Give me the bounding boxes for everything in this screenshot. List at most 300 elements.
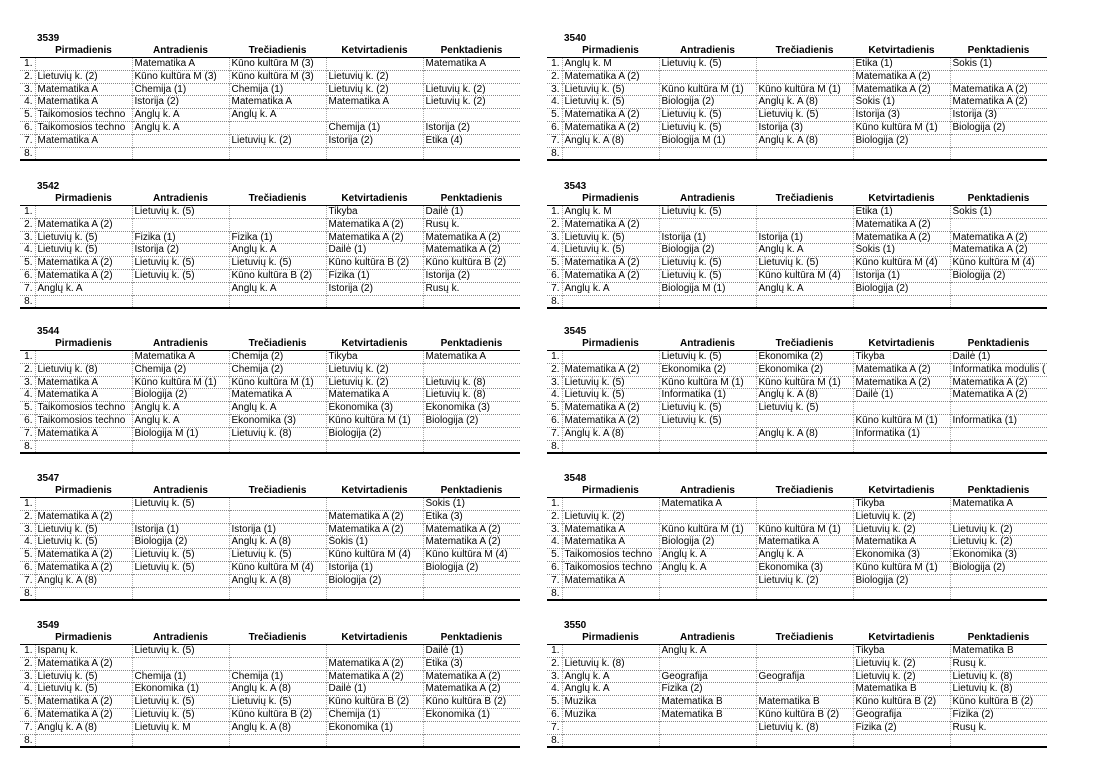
lesson-cell: Ekonomika (1)	[326, 721, 423, 734]
lesson-cell: Šokis (1)	[326, 536, 423, 549]
day-header: Ketvirtadienis	[868, 45, 935, 56]
lesson-cell: Ekonomika (3)	[425, 402, 490, 414]
lesson-number: 5.	[20, 549, 35, 562]
lesson-cell: Anglų k. A	[562, 282, 659, 295]
day-header: Pirmadienis	[55, 485, 112, 496]
lesson-cell: Rusų k.	[425, 282, 460, 294]
lesson-cell: Kūno kultūra M (1)	[756, 83, 853, 96]
class-id: 3550	[564, 620, 587, 631]
lesson-number: 1.	[547, 351, 562, 364]
lesson-cell: Lietuvių k. M	[132, 721, 229, 734]
lesson-cell: Anglų k. M	[562, 206, 659, 219]
lesson-cell: Dailė (1)	[952, 351, 991, 362]
lesson-cell: Biologija M (1)	[659, 282, 756, 295]
lesson-cell: Kūno kultūra B (2)	[229, 708, 326, 721]
lesson-cell: Lietuvių k. (5)	[132, 206, 229, 219]
lesson-cell	[756, 70, 853, 83]
lesson-cell	[132, 510, 229, 523]
lesson-cell	[326, 645, 423, 658]
lesson-cell: Geografija	[853, 708, 950, 721]
lesson-cell	[756, 683, 853, 696]
lesson-row	[547, 402, 1047, 415]
lesson-cell	[756, 218, 853, 231]
lesson-cell: Matematika A (2)	[35, 510, 132, 523]
lesson-number: 4.	[547, 536, 562, 549]
lesson-cell: Ekonomika (3)	[756, 561, 853, 574]
lesson-cell: Matematika A	[229, 389, 326, 402]
lesson-number: 8.	[547, 147, 562, 160]
lesson-cell: Matematika B	[756, 696, 853, 709]
day-header: Trečiadienis	[775, 632, 834, 643]
lesson-cell: Matematika A	[35, 96, 132, 109]
lesson-cell: Lietuvių k. (5)	[132, 269, 229, 282]
lesson-cell: Matematika A	[132, 58, 229, 71]
lesson-cell: Matematika A (2)	[853, 70, 950, 83]
lesson-cell	[950, 427, 1047, 440]
lesson-cell: Matematika A (2)	[35, 657, 132, 670]
lesson-number: 2.	[20, 657, 35, 670]
lesson-cell: Biologija (2)	[132, 389, 229, 402]
class-timetable	[20, 620, 520, 748]
day-header: Trečiadienis	[248, 193, 307, 204]
class-id: 3548	[564, 473, 587, 484]
lesson-cell	[853, 440, 950, 453]
lesson-cell: Matematika A	[425, 351, 487, 362]
lesson-cell: Kūno kultūra M (1)	[132, 376, 229, 389]
lesson-cell: Kūno kultūra M (1)	[853, 121, 950, 134]
lesson-number-header	[20, 485, 35, 498]
lesson-cell: Anglų k. A	[229, 244, 326, 257]
lesson-cell	[659, 147, 756, 160]
day-header: Pirmadienis	[582, 485, 639, 496]
lesson-cell: Istorija (2)	[425, 121, 470, 133]
lesson-cell: Dailė (1)	[425, 206, 464, 217]
lesson-cell: Istorija (2)	[326, 282, 423, 295]
lesson-row	[20, 257, 520, 270]
lesson-row	[20, 295, 520, 308]
lesson-number: 8.	[20, 734, 35, 747]
lesson-number: 1.	[20, 645, 35, 658]
lesson-cell: Matematika A (2)	[562, 363, 659, 376]
header-row	[547, 632, 1047, 645]
lesson-row	[20, 696, 520, 709]
lesson-cell: Matematika A (2)	[853, 218, 950, 231]
lesson-cell	[132, 282, 229, 295]
lesson-cell	[35, 147, 132, 160]
lesson-cell: Matematika A (2)	[35, 257, 132, 270]
header-row	[547, 338, 1047, 351]
lesson-cell: Ekonomika (2)	[659, 363, 756, 376]
lesson-cell: Anglų k. A	[562, 670, 659, 683]
lesson-cell	[132, 587, 229, 600]
lesson-cell: Lietuvių k. (2)	[326, 376, 423, 389]
lesson-cell: Taikomosios techno	[35, 109, 132, 122]
lesson-number: 3.	[547, 231, 562, 244]
lesson-number: 5.	[20, 696, 35, 709]
lesson-cell: Ekonomika (3)	[952, 549, 1017, 561]
lesson-cell	[326, 498, 423, 511]
lesson-cell	[229, 147, 326, 160]
lesson-number: 3.	[20, 83, 35, 96]
lesson-cell: Istorija (3)	[952, 109, 997, 121]
lesson-row	[547, 427, 1047, 440]
lesson-cell: Lietuvių k. (2)	[952, 536, 1013, 548]
lesson-cell: Lietuvių k. (5)	[756, 402, 853, 415]
lesson-row	[20, 549, 520, 562]
lesson-row	[547, 414, 1047, 427]
lesson-cell: Matematika A	[229, 96, 326, 109]
lesson-cell	[326, 147, 423, 160]
lesson-number: 7.	[547, 427, 562, 440]
timetable-grid	[20, 485, 520, 601]
lesson-cell: Istorija (1)	[659, 231, 756, 244]
lesson-cell: Anglų k. A (8)	[35, 574, 132, 587]
lesson-cell	[229, 734, 326, 747]
lesson-cell	[659, 70, 756, 83]
lesson-cell	[423, 70, 520, 83]
lesson-number: 7.	[547, 721, 562, 734]
lesson-cell: Lietuvių k. (5)	[35, 536, 132, 549]
lesson-row	[20, 376, 520, 389]
lesson-cell: Biologija (2)	[326, 574, 423, 587]
lesson-cell: Lietuvių k. (5)	[132, 645, 229, 658]
lesson-number: 4.	[20, 683, 35, 696]
lesson-cell: Ekonomika (3)	[326, 402, 423, 415]
lesson-cell: Chemija (1)	[326, 708, 423, 721]
lesson-cell	[659, 427, 756, 440]
lesson-cell: Istorija (3)	[853, 109, 950, 122]
header-row	[547, 193, 1047, 206]
lesson-cell: Lietuvių k. (5)	[132, 498, 229, 511]
lesson-cell: Etika (4)	[425, 134, 463, 146]
lesson-number: 5.	[547, 402, 562, 415]
lesson-row	[20, 734, 520, 747]
lesson-cell	[423, 109, 520, 122]
lesson-cell: Fizika (2)	[659, 683, 756, 696]
class-id: 3549	[37, 620, 60, 631]
lesson-row	[547, 734, 1047, 747]
lesson-row	[20, 282, 520, 295]
lesson-cell	[756, 657, 853, 670]
lesson-cell: Matematika A (2)	[326, 231, 423, 244]
day-header: Ketvirtadienis	[341, 193, 408, 204]
lesson-cell: Lietuvių k. (5)	[659, 414, 756, 427]
lesson-cell: Anglų k. A	[229, 282, 326, 295]
lesson-cell: Anglų k. A	[659, 549, 756, 562]
lesson-cell	[756, 295, 853, 308]
lesson-cell: Istorija (3)	[756, 121, 853, 134]
lesson-cell: Lietuvių k. (5)	[659, 109, 756, 122]
lesson-row	[20, 645, 520, 658]
day-header: Ketvirtadienis	[341, 338, 408, 349]
lesson-cell: Anglų k. A	[229, 402, 326, 415]
lesson-cell: Lietuvių k. (2)	[756, 574, 853, 587]
lesson-row	[547, 645, 1047, 658]
lesson-cell: Matematika A	[326, 389, 423, 402]
lesson-cell: Šokis (1)	[853, 244, 950, 257]
lesson-cell	[562, 645, 659, 658]
day-header: Penktadienis	[967, 485, 1030, 496]
lesson-cell: Anglų k. A	[562, 683, 659, 696]
lesson-cell: Biologija (2)	[952, 561, 1006, 573]
lesson-cell	[659, 657, 756, 670]
lesson-number: 8.	[547, 734, 562, 747]
lesson-cell	[659, 574, 756, 587]
day-header: Penktadienis	[967, 45, 1030, 56]
lesson-cell: Lietuvių k. (8)	[425, 389, 486, 401]
lesson-cell	[132, 440, 229, 453]
lesson-number: 3.	[20, 670, 35, 683]
lesson-cell	[950, 70, 1047, 83]
lesson-cell	[229, 510, 326, 523]
lesson-cell	[35, 351, 132, 364]
lesson-cell	[659, 218, 756, 231]
lesson-cell: Anglų k. A	[132, 109, 229, 122]
lesson-number: 8.	[547, 440, 562, 453]
lesson-cell: Informatika (1)	[659, 389, 756, 402]
lesson-cell: Lietuvių k. (2)	[425, 96, 486, 108]
day-header: Ketvirtadienis	[341, 45, 408, 56]
lesson-cell: Taikomosios techno	[562, 561, 659, 574]
lesson-row	[547, 510, 1047, 523]
lesson-cell	[423, 734, 520, 747]
lesson-cell: Matematika A (2)	[562, 269, 659, 282]
lesson-cell: Lietuvių k. (5)	[229, 257, 326, 270]
lesson-row	[20, 121, 520, 134]
lesson-cell: Tikyba	[853, 351, 950, 364]
lesson-number: 1.	[20, 498, 35, 511]
lesson-cell: Lietuvių k. (2)	[425, 83, 486, 95]
lesson-cell: Lietuvių k. (2)	[853, 670, 950, 683]
lesson-number: 6.	[20, 708, 35, 721]
lesson-cell: Matematika A (2)	[326, 218, 423, 231]
lesson-row	[20, 498, 520, 511]
lesson-cell: Tikyba	[853, 498, 950, 511]
lesson-cell: Etika (3)	[425, 510, 463, 522]
lesson-cell	[35, 58, 132, 71]
lesson-cell: Matematika A	[562, 536, 659, 549]
lesson-cell: Chemija (2)	[229, 363, 326, 376]
lesson-number: 1.	[20, 351, 35, 364]
class-timetable	[547, 473, 1047, 601]
lesson-cell: Matematika A (2)	[326, 670, 423, 683]
lesson-cell: Fizika (1)	[229, 231, 326, 244]
lesson-cell	[950, 440, 1047, 453]
lesson-row	[20, 536, 520, 549]
lesson-cell: Matematika A	[35, 389, 132, 402]
lesson-cell: Kūno kultūra M (4)	[853, 257, 950, 270]
lesson-cell: Kūno kultūra M (4)	[425, 549, 508, 561]
lesson-cell	[35, 734, 132, 747]
lesson-cell: Anglų k. A (8)	[562, 134, 659, 147]
day-header: Antradienis	[679, 632, 735, 643]
lesson-row	[547, 683, 1047, 696]
lesson-number: 1.	[20, 58, 35, 71]
lesson-cell	[229, 440, 326, 453]
lesson-cell	[229, 206, 326, 219]
lesson-cell: Matematika A (2)	[853, 231, 950, 244]
lesson-cell: Anglų k. A (8)	[35, 721, 132, 734]
lesson-cell: Biologija M (1)	[659, 134, 756, 147]
lesson-number-header	[20, 338, 35, 351]
lesson-cell: Chemija (2)	[229, 351, 326, 364]
lesson-row	[547, 708, 1047, 721]
lesson-cell: Anglų k. A	[132, 414, 229, 427]
lesson-cell: Biologija (2)	[853, 134, 950, 147]
lesson-cell: Biologija (2)	[425, 561, 479, 573]
lesson-cell: Matematika A	[35, 427, 132, 440]
lesson-number: 6.	[547, 708, 562, 721]
lesson-number: 7.	[20, 134, 35, 147]
lesson-cell: Kūno kultūra M (1)	[853, 414, 950, 427]
lesson-cell	[659, 734, 756, 747]
lesson-number: 2.	[547, 70, 562, 83]
lesson-cell: Matematika A (2)	[853, 83, 950, 96]
lesson-cell: Matematika A (2)	[562, 414, 659, 427]
lesson-cell: Lietuvių k. (5)	[562, 389, 659, 402]
lesson-cell: Anglų k. A	[756, 244, 853, 257]
lesson-cell	[756, 734, 853, 747]
lesson-cell: Lietuvių k. (5)	[562, 83, 659, 96]
lesson-cell: Chemija (1)	[132, 83, 229, 96]
lesson-row	[547, 109, 1047, 122]
lesson-cell: Lietuvių k. (8)	[756, 721, 853, 734]
lesson-cell	[132, 574, 229, 587]
class-timetable	[547, 620, 1047, 748]
lesson-cell	[562, 440, 659, 453]
lesson-cell	[423, 574, 520, 587]
lesson-row	[20, 231, 520, 244]
lesson-row	[20, 670, 520, 683]
header-row	[20, 193, 520, 206]
lesson-cell: Matematika A	[425, 58, 487, 69]
lesson-cell: Matematika A	[562, 574, 659, 587]
lesson-cell: Biologija (2)	[659, 96, 756, 109]
lesson-number: 3.	[20, 523, 35, 536]
lesson-cell: Kūno kultūra M (3)	[229, 58, 326, 71]
lesson-cell: Taikomosios techno	[35, 402, 132, 415]
lesson-cell: Anglų k. A	[756, 549, 853, 562]
lesson-cell	[756, 510, 853, 523]
lesson-cell	[950, 574, 1047, 587]
lesson-cell	[562, 295, 659, 308]
header-row	[20, 338, 520, 351]
lesson-cell: Biologija (2)	[326, 427, 423, 440]
lesson-cell: Šokis (1)	[952, 206, 992, 217]
lesson-cell	[326, 734, 423, 747]
lesson-row	[20, 510, 520, 523]
day-header: Pirmadienis	[582, 193, 639, 204]
lesson-cell	[35, 295, 132, 308]
lesson-cell	[950, 295, 1047, 308]
lesson-cell: Dailė (1)	[326, 683, 423, 696]
lesson-cell: Chemija (1)	[229, 670, 326, 683]
lesson-cell: Lietuvių k. (5)	[35, 670, 132, 683]
lesson-cell: Kūno kultūra M (4)	[326, 549, 423, 562]
class-id: 3544	[37, 326, 60, 337]
day-header: Pirmadienis	[55, 45, 112, 56]
lesson-number: 4.	[547, 389, 562, 402]
lesson-cell: Lietuvių k. (5)	[229, 696, 326, 709]
lesson-cell: Matematika A (2)	[562, 257, 659, 270]
lesson-row	[547, 523, 1047, 536]
lesson-row	[20, 389, 520, 402]
class-id: 3539	[37, 33, 60, 44]
lesson-number: 6.	[20, 121, 35, 134]
lesson-cell: Etika (1)	[853, 206, 950, 219]
day-header: Trečiadienis	[775, 338, 834, 349]
lesson-row	[547, 58, 1047, 71]
lesson-number: 3.	[547, 83, 562, 96]
lesson-cell: Ekonomika (2)	[756, 351, 853, 364]
class-timetable	[20, 181, 520, 309]
lesson-cell: Lietuvių k. (8)	[562, 657, 659, 670]
lesson-number: 4.	[20, 389, 35, 402]
lesson-cell: Kūno kultūra M (3)	[229, 70, 326, 83]
lesson-cell	[423, 363, 520, 376]
lesson-row	[547, 282, 1047, 295]
lesson-cell: Kūno kultūra B (2)	[756, 708, 853, 721]
lesson-cell: Muzika	[562, 696, 659, 709]
lesson-number: 5.	[547, 549, 562, 562]
lesson-row	[547, 721, 1047, 734]
lesson-cell: Matematika A (2)	[326, 523, 423, 536]
lesson-cell: Kūno kultūra B (2)	[425, 257, 507, 269]
lesson-number: 5.	[20, 402, 35, 415]
lesson-cell: Matematika A	[132, 351, 229, 364]
lesson-number-header	[547, 632, 562, 645]
lesson-cell: Matematika A (2)	[425, 231, 501, 243]
day-header: Trečiadienis	[775, 485, 834, 496]
lesson-cell	[950, 282, 1047, 295]
lesson-number: 5.	[547, 696, 562, 709]
lesson-row	[20, 363, 520, 376]
lesson-cell	[950, 218, 1047, 231]
lesson-cell: Lietuvių k. (5)	[562, 231, 659, 244]
lesson-cell: Kūno kultūra B (2)	[326, 257, 423, 270]
lesson-cell: Anglų k. A	[132, 121, 229, 134]
lesson-number: 6.	[20, 414, 35, 427]
lesson-cell: Šokis (1)	[853, 96, 950, 109]
lesson-number: 7.	[20, 427, 35, 440]
lesson-row	[20, 683, 520, 696]
lesson-row	[547, 83, 1047, 96]
lesson-row	[547, 70, 1047, 83]
lesson-number: 4.	[20, 244, 35, 257]
lesson-cell	[35, 498, 132, 511]
lesson-cell	[756, 58, 853, 71]
lesson-cell	[326, 295, 423, 308]
lesson-cell	[423, 295, 520, 308]
lesson-cell	[229, 657, 326, 670]
day-header: Pirmadienis	[582, 632, 639, 643]
lesson-row	[547, 363, 1047, 376]
lesson-row	[20, 269, 520, 282]
lesson-cell: Taikomosios techno	[35, 414, 132, 427]
lesson-row	[547, 121, 1047, 134]
lesson-cell: Chemija (1)	[326, 121, 423, 134]
lesson-cell: Dailė (1)	[425, 645, 464, 656]
lesson-number: 4.	[547, 96, 562, 109]
lesson-number: 3.	[547, 523, 562, 536]
lesson-number: 1.	[20, 206, 35, 219]
lesson-cell: Kūno kultūra M (1)	[229, 376, 326, 389]
lesson-cell: Lietuvių k. (2)	[229, 134, 326, 147]
lesson-cell: Istorija (2)	[326, 134, 423, 147]
lesson-cell: Lietuvių k. (2)	[326, 363, 423, 376]
lesson-cell	[950, 587, 1047, 600]
lesson-row	[20, 206, 520, 219]
